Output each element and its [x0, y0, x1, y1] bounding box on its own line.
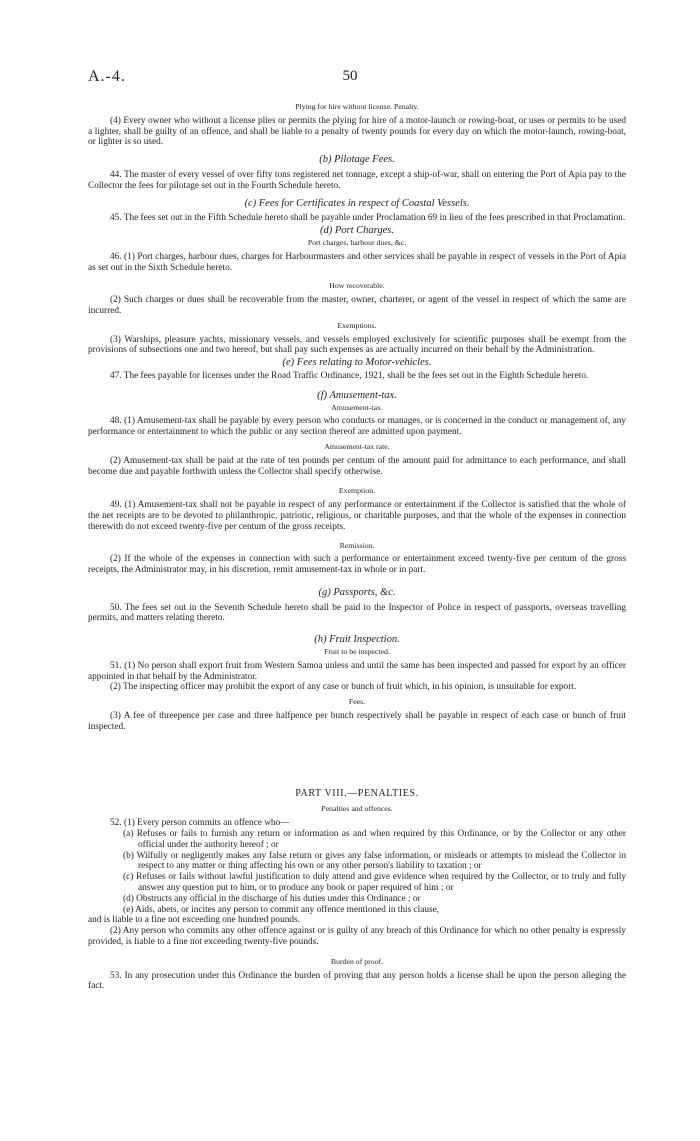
paragraph: 49. (1) Amusement-tax shall not be payable in respect of any performance or entertainment if the Collector is satisfied that the whole of the net receipts are to be devoted to philanthropic, patriotic, religious, or charitable purposes, and that the whole of the expenses in connection therewith do not exceed twenty-five per centum of the gross receipts.	[88, 500, 626, 532]
paragraph: 45. The fees set out in the Fifth Schedule hereto shall be payable under Proclamation 69 in lieu of the fees prescribed in that Proclamation.	[110, 213, 626, 224]
paragraph: (2) Any person who commits any other offence against or is guilty of any breach of this Ordinance for which no other penalty is expressly provided, is liable to a fine not exceeding twenty-five pounds.	[88, 926, 626, 948]
subclause: (a) Refuses or fails to furnish any return or information as and when required by this Ordinance, or by the Collector or any other official under the authority hereof ; or	[123, 829, 626, 850]
marginal-heading: Amusement-tax rate.	[324, 441, 390, 451]
paragraph: 46. (1) Port charges, harbour dues, charges for Harbourmasters and other services shall be payable in respect of vessels in the Port of Apia as set out in the Sixth Schedule hereto.	[88, 251, 626, 273]
subclause: (c) Refuses or fails without lawful justification to duly attend and give evidence when required by the Collector, or to truly and fully answer any question put to him, or to produce any book or paper required of him ; or	[123, 872, 626, 894]
subclause: (b) Wilfully or negligently makes any false return or gives any false information, or misleads or attempts to mislead the Collector in respect to any matter or thing affecting his own or any other person's liability to taxation ; or	[123, 850, 626, 872]
part-heading: PART VIII.—PENALTIES.	[295, 787, 419, 799]
subclause: (e) Aids, abets, or incites any person to commit any offence mentioned in this clause,	[123, 904, 440, 915]
marginal-heading: Penalties and offences.	[321, 804, 393, 814]
section-heading: (f) Amusement-tax.	[317, 389, 397, 401]
marginal-heading: How recoverable.	[329, 281, 385, 291]
marginal-heading: Exemptions.	[337, 320, 377, 330]
paragraph: (2) The inspecting officer may prohibit the export of any case or bunch of fruit which, in his opinion, is unsuitable for export.	[110, 682, 577, 693]
section-heading: (g) Passports, &c.	[318, 586, 396, 598]
marginal-heading: Remission.	[339, 540, 375, 550]
paragraph: (2) Such charges or dues shall be recoverable from the master, owner, charterer, or agent of the vessel in respect of which the same are incurred.	[88, 295, 626, 316]
document-body	[88, 98, 626, 992]
subclause-list	[88, 829, 626, 915]
subclause: (d) Obstructs any official in the discharge of his duties under this Ordinance ; or	[123, 893, 421, 904]
paragraph: 50. The fees set out in the Seventh Schedule hereto shall be paid to the Inspector of Police in respect of passports, overseas travelling permits, and matters relating thereto.	[88, 602, 626, 624]
paragraph: (3) A fee of threepence per case and three halfpence per bunch respectively shall be payable in respect of each case or bunch of fruit inspected.	[88, 711, 626, 732]
paragraph: (4) Every owner who without a license plies or permits the plying for hire of a motor-launch or rowing-boat, or uses or permits to be used a lighter, shall be guilty of an offence, and shall be liable to a penalty of twenty pounds for every day on which the motor-launch, rowing-boat, or lighter is so used.	[88, 115, 626, 148]
paragraph: (2) If the whole of the expenses in connection with such a performance or entertainment exceed twenty-five per centum of the gross receipts, the Administrator may, in his discretion, remit amusement-tax in whole or in part.	[88, 554, 626, 576]
paragraph: (3) Warships, pleasure yachts, missionary vessels, and vessels employed exclusively for scientific purposes shall be exempt from the provisions of subsections one and two hereof, but shall pay such expenses as are actually incurred on their behalf by the Administration.	[88, 334, 626, 356]
document-reference: A.-4.	[88, 68, 126, 85]
paragraph: 53. In any prosecution under this Ordinance the burden of proving that any person holds a license shall be upon the person alleging the fact.	[88, 970, 626, 992]
section-heading: (b) Pilotage Fees.	[319, 154, 395, 166]
marginal-heading: Plying for hire without license. Penalty.	[295, 102, 419, 111]
marginal-heading: Amusement-tax.	[331, 402, 383, 412]
paragraph: 44. The master of every vessel of over fifty tons registered net tonnage, except a ship-of-war, shall on entering the Port of Apia pay to the Collector the fees for pilotage set out in the Fourth Schedule hereto.	[88, 169, 626, 191]
section-heading: (e) Fees relating to Motor-vehicles.	[282, 357, 432, 369]
marginal-heading: Burden of proof.	[330, 956, 384, 966]
paragraph: 47. The fees payable for licenses under the Road Traffic Ordinance, 1921, shall be the fees set out in the Eighth Schedule hereto.	[110, 370, 589, 381]
paragraph: and is liable to a fine not exceeding one hundred pounds.	[88, 915, 300, 926]
marginal-heading: Port charges, harbour dues, &c.	[307, 237, 407, 247]
marginal-heading: Fruit to be inspected.	[324, 647, 390, 657]
page-header	[88, 68, 612, 88]
section-heading: (d) Port Charges.	[320, 225, 394, 237]
paragraph: 48. (1) Amusement-tax shall be payable by every person who conducts or manages, or is concerned in the conduct or management of, any performance or entertainment to which the public or any section thereof are admitted upon payment.	[88, 416, 626, 438]
section-heading: (h) Fruit Inspection.	[314, 634, 400, 646]
marginal-heading: Fees.	[348, 697, 366, 707]
paragraph: 52. (1) Every person commits an offence who—	[110, 818, 290, 829]
paragraph: 51. (1) No person shall export fruit from Western Samoa unless and until the same has been inspected and passed for export by an officer appointed in that behalf by the Administrator.	[88, 660, 626, 682]
section-heading: (c) Fees for Certificates in respect of Coastal Vessels.	[244, 197, 470, 209]
page-number: 50	[342, 68, 358, 84]
marginal-heading: Exemption.	[338, 486, 376, 496]
paragraph: (2) Amusement-tax shall be paid at the rate of ten pounds per centum of the amount paid for admittance to each performance, and shall become due and payable forthwith unless the Collector shall specify otherwise.	[88, 455, 626, 477]
